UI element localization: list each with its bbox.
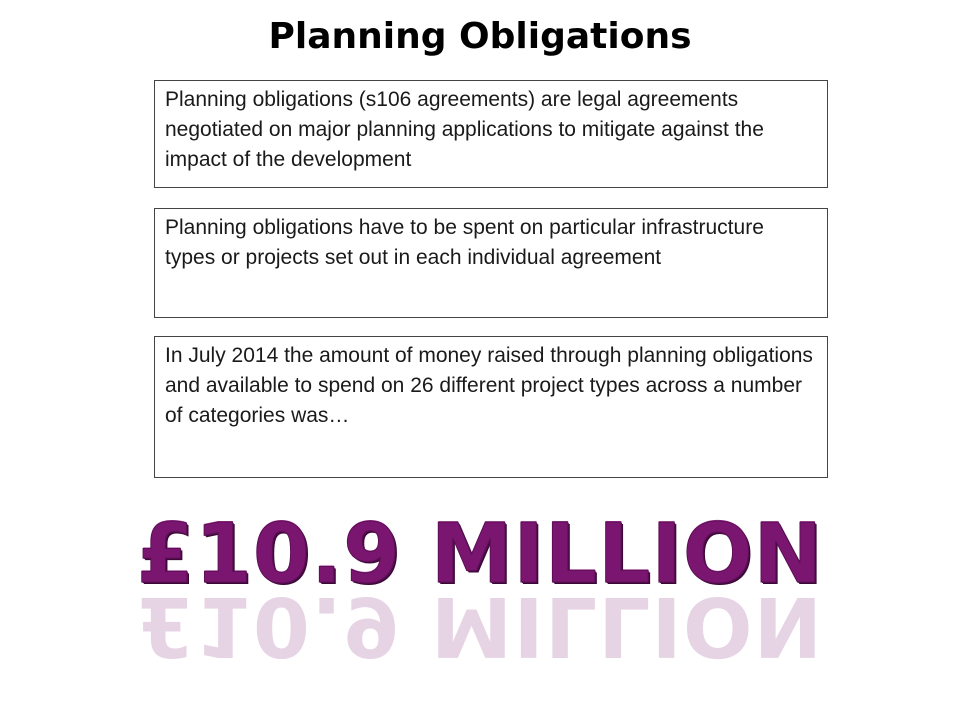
headline-amount-reflection: £10.9 MILLION [136,578,824,673]
slide-title: Planning Obligations [268,16,692,57]
text-box-july-2014-amount: In July 2014 the amount of money raised through planning obligations and available to spend on 26 different project types across a number of categories was… [154,336,828,478]
headline-amount: £10.9 MILLION [136,507,824,602]
text-box-spending-rules: Planning obligations have to be spent on particular infrastructure types or projects set out in each individual agreement [154,208,828,318]
text-box-s106-definition: Planning obligations (s106 agreements) are legal agreements negotiated on major planning applications to mitigate against the impact of the development [154,80,828,188]
